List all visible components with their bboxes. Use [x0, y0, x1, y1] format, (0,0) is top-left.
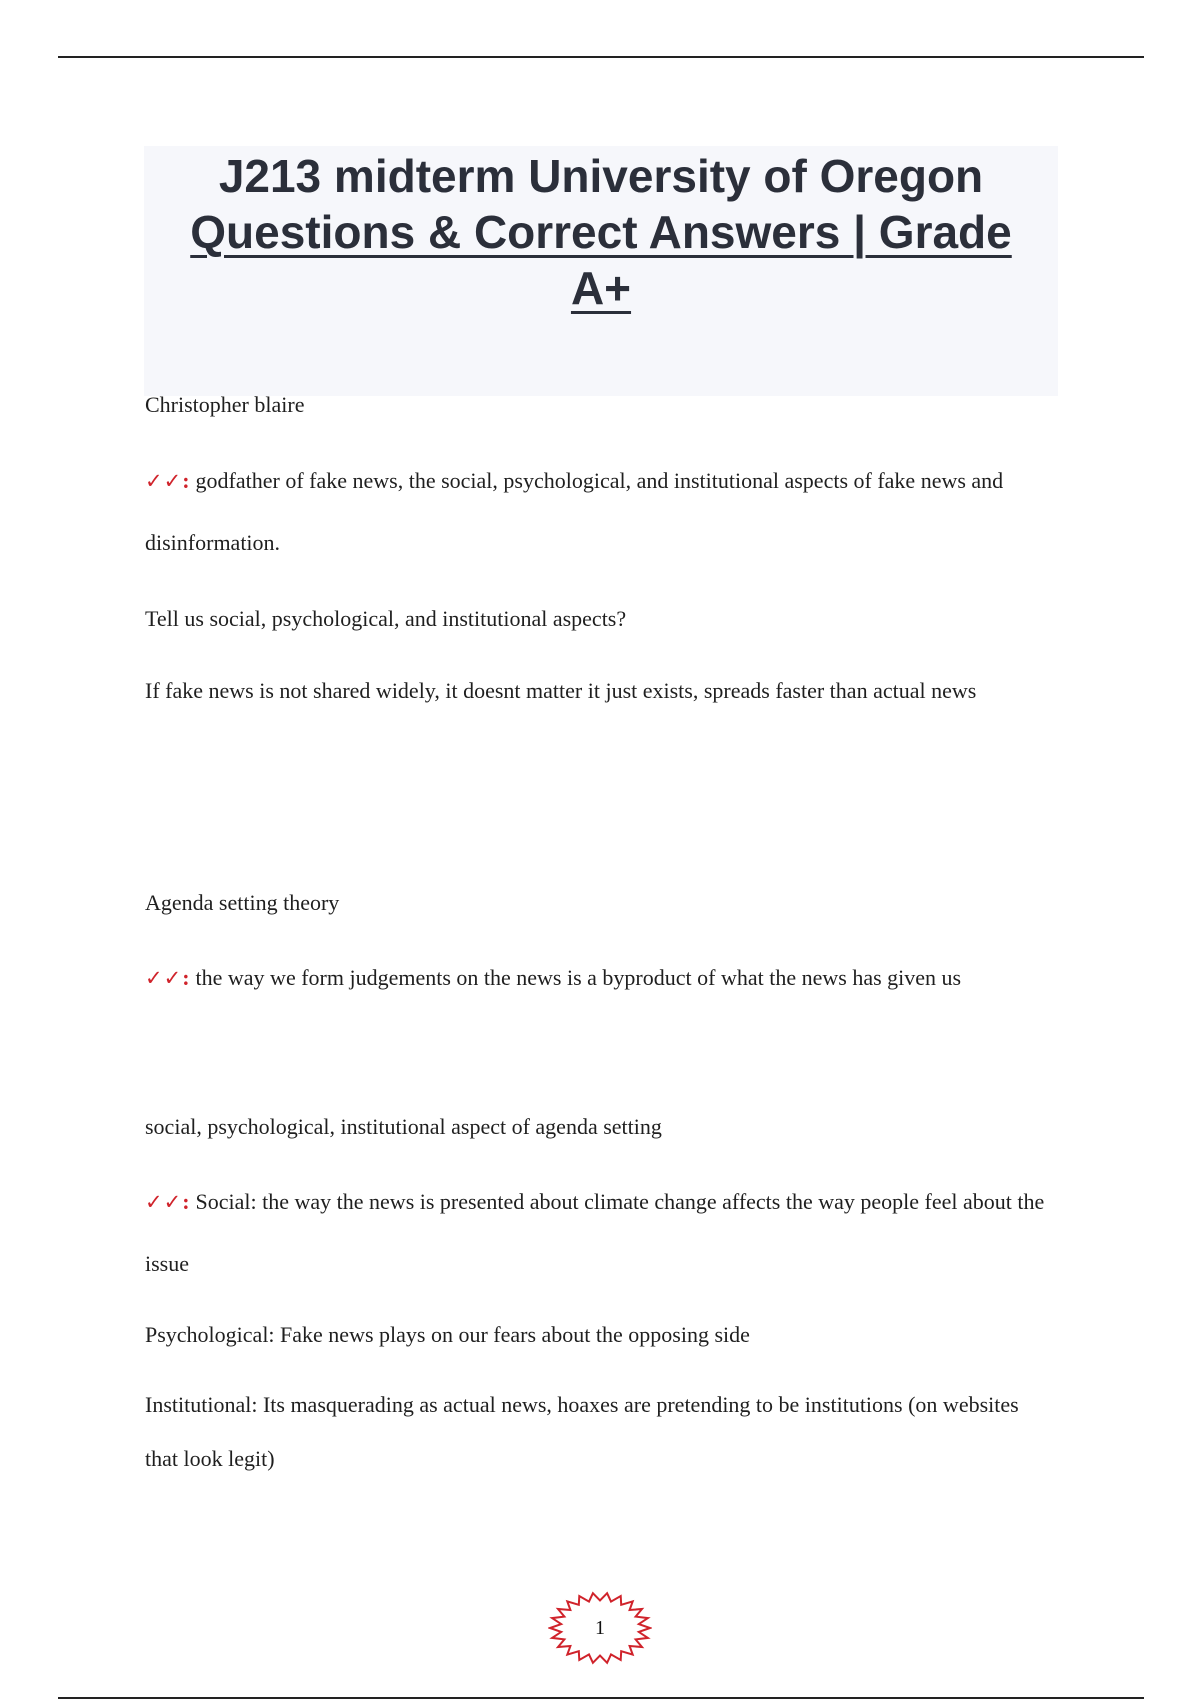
question-text: Christopher blaire: [145, 392, 305, 417]
page-number: 1: [595, 1617, 605, 1639]
title-line-2: Questions & Correct Answers | Grade: [190, 206, 1012, 258]
question-text: Tell us social, psychological, and institutional aspects?: [145, 606, 627, 631]
bottom-rule: [58, 1697, 1144, 1699]
answer-text: If fake news is not shared widely, it doesnt matter it just exists, spreads faster than actual news: [145, 678, 977, 703]
title-box: [144, 146, 1058, 396]
answer-text: Institutional: Its masquerading as actual news, hoaxes are pretending to be institutions (on websites that look legit): [145, 1392, 1019, 1471]
answer-body: godfather of fake news, the social, psychological, and institutional aspects of fake news and disinformation.: [145, 468, 1004, 555]
answer-text: ✓✓: Social: the way the news is presented about climate change affects the way people feel about the issue: [145, 1189, 1045, 1276]
check-icon: ✓✓: [145, 1190, 183, 1214]
question-text: Agenda setting theory: [145, 890, 340, 915]
page-number-badge: [548, 1590, 652, 1666]
answer-text: ✓✓: godfather of fake news, the social, psychological, and institutional aspects of fake news and disinformation.: [145, 468, 1004, 555]
answer-text: Psychological: Fake news plays on our fears about the opposing side: [145, 1322, 750, 1347]
check-icon: ✓✓: [145, 469, 183, 493]
document-title: [144, 146, 1058, 316]
question-text: social, psychological, institutional aspect of agenda setting: [145, 1114, 662, 1139]
answer-text: ✓✓: the way we form judgements on the news is a byproduct of what the news has given us: [145, 965, 962, 990]
check-icon: ✓✓: [145, 966, 183, 990]
title-line-1: J213 midterm University of Oregon: [218, 150, 984, 202]
title-line-3: A+: [570, 262, 632, 314]
top-rule: [58, 56, 1144, 58]
answer-body: the way we form judgements on the news is a byproduct of what the news has given us: [195, 965, 962, 990]
answer-body: Social: the way the news is presented about climate change affects the way people feel about the issue: [145, 1189, 1045, 1276]
